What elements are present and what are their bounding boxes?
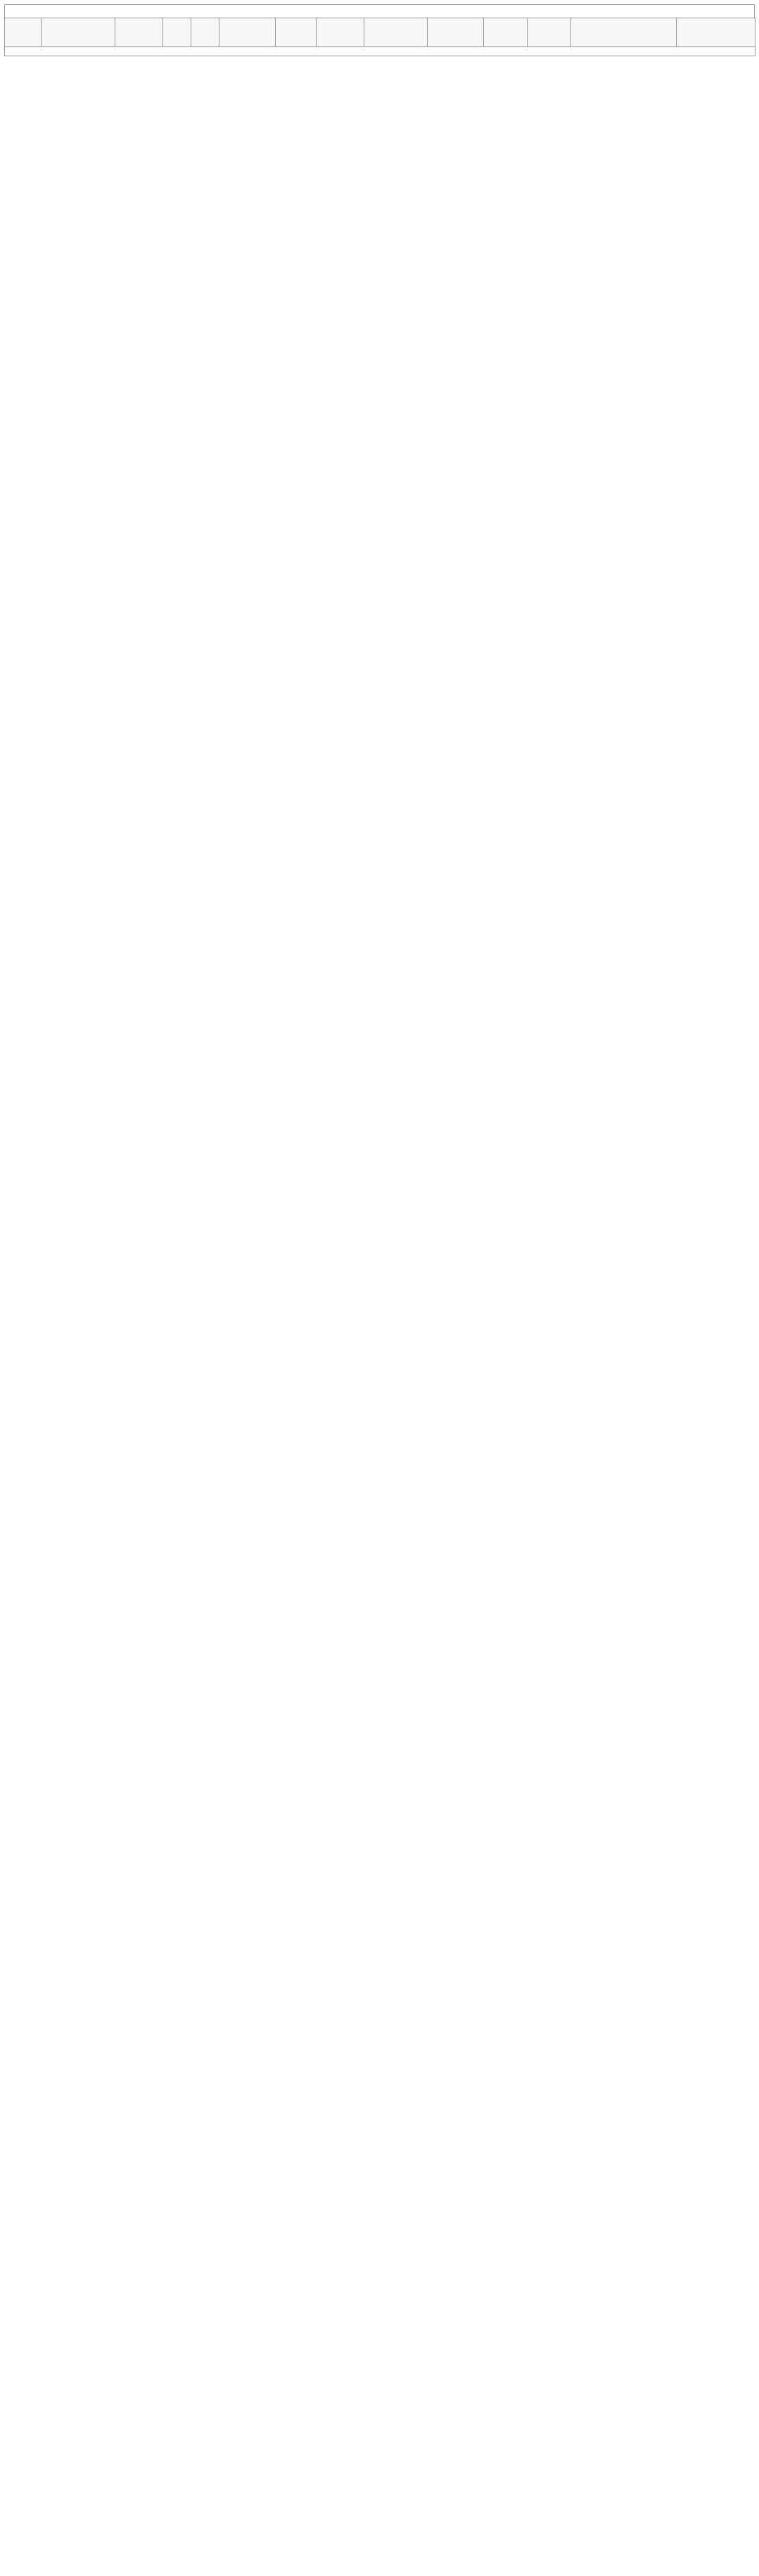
page-footer xyxy=(4,2562,755,2572)
variety-data-table xyxy=(4,18,755,56)
header-change xyxy=(317,18,364,47)
header-market-value xyxy=(364,18,428,47)
header-low xyxy=(191,18,219,47)
total-row xyxy=(5,47,755,56)
header-close xyxy=(276,18,317,47)
header-hist-high xyxy=(677,18,755,47)
header-listing-date xyxy=(571,18,677,47)
table-header-row xyxy=(5,18,755,47)
header-turnover xyxy=(219,18,276,47)
header-circulation xyxy=(428,18,484,47)
total-label xyxy=(5,47,755,56)
data-sheet xyxy=(4,4,755,56)
sheet-title xyxy=(4,4,755,18)
header-issue-date xyxy=(528,18,571,47)
header-issue-price xyxy=(484,18,528,47)
header-high xyxy=(163,18,191,47)
header-volume xyxy=(115,18,163,47)
header-name xyxy=(42,18,115,47)
table-body xyxy=(5,47,755,56)
header-code xyxy=(5,18,42,47)
